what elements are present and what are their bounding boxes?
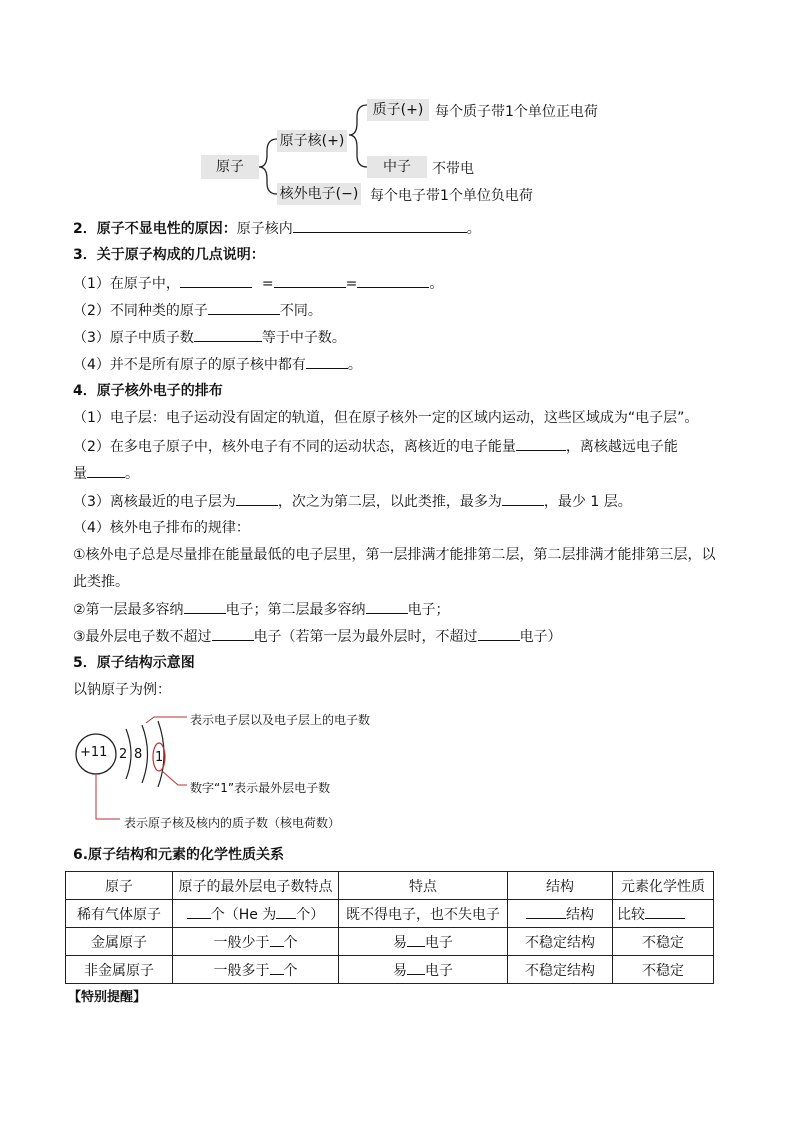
- section-3-item-2: [73, 300, 322, 321]
- item-text: 电子（若第一层为最外层时，不超过: [253, 629, 478, 645]
- section-4-item-2: [73, 436, 678, 457]
- table-header-cell: 原子的最外层电子数特点: [173, 872, 339, 900]
- table-cell: 不稳定结构: [508, 956, 613, 984]
- tree-braces: [255, 95, 375, 205]
- table-cell: 不稳定结构: [508, 928, 613, 956]
- table-row: [66, 900, 714, 928]
- tree-electron-desc: 每个电子带1个单位负电荷: [370, 188, 533, 204]
- blank-field: [270, 932, 284, 947]
- item-text: 等于中子数。: [261, 330, 346, 346]
- cell-text: 一般少于: [213, 934, 270, 951]
- blank-field: [407, 960, 425, 975]
- item-text: 不同。: [279, 303, 322, 319]
- section-3-item-3: [73, 327, 346, 348]
- cell-text: 一般多于: [213, 962, 270, 979]
- blank-field: [187, 904, 211, 919]
- item-text: 电子；: [407, 602, 450, 618]
- item-text: ，离核越远电子能: [565, 439, 678, 455]
- blank-field: [502, 491, 544, 506]
- section-4-heading: 4．原子核外电子的排布: [73, 383, 223, 399]
- blank-field: [236, 491, 278, 506]
- special-tip-heading: 【特别提醒】: [68, 990, 147, 1005]
- table-cell: [339, 956, 508, 984]
- tree-neutron: 中子: [367, 156, 427, 178]
- table-row: [66, 956, 714, 984]
- table-cell: [173, 900, 339, 928]
- section-6-heading: 6.原子结构和元素的化学性质关系: [73, 847, 285, 863]
- table-header-cell: 特点: [339, 872, 508, 900]
- section-2: [73, 218, 481, 239]
- tree-proton-desc: 每个质子带1个单位正电荷: [435, 104, 598, 120]
- tree-proton: 质子(+): [367, 99, 429, 121]
- table-cell: 非金属原子: [66, 956, 173, 984]
- blank-field: [516, 436, 566, 451]
- item-text: （1）在原子中，: [73, 276, 180, 292]
- section-4-item-4: （4）核外电子排布的规律：: [73, 520, 250, 536]
- cell-text: 结构: [566, 906, 594, 923]
- section-2-text: 原子核内: [236, 221, 293, 237]
- section-2-heading: 2．原子不显电性的原因：: [73, 221, 237, 237]
- table-cell: [508, 900, 613, 928]
- table-header-cell: 原子: [66, 872, 173, 900]
- item-text: （3）原子中质子数: [73, 330, 194, 346]
- blank-field: [276, 904, 296, 919]
- tree-neutron-desc: 不带电: [432, 161, 474, 177]
- section-4-item-1: （1）电子层：电子运动没有固定的轨道，但在原子核外一定的区域内运动，这些区域成为“电子层”。: [73, 410, 699, 426]
- cell-text: 个）: [296, 906, 325, 923]
- atom-shell-2: 8: [134, 747, 143, 762]
- section-5-example: 以钠原子为例：: [73, 682, 171, 698]
- table-cell: [173, 956, 339, 984]
- atom-shell-1: 2: [119, 747, 128, 762]
- blank-field: [180, 273, 252, 288]
- blank-field: [208, 300, 280, 315]
- atom-properties-table: [65, 871, 714, 984]
- item-text: 电子）: [519, 629, 562, 645]
- item-text: 。: [125, 466, 139, 482]
- item-text: （2）不同种类的原子: [73, 303, 208, 319]
- cell-text: 电子: [425, 962, 453, 979]
- tree-nucleus: 原子核(+): [277, 130, 347, 152]
- table-cell: [173, 928, 339, 956]
- blank-field: [357, 273, 429, 288]
- table-cell: [613, 900, 714, 928]
- cell-text: 比较: [617, 906, 645, 923]
- item-text: 量: [73, 466, 87, 482]
- item-text: ②第一层最多容纳: [73, 602, 184, 618]
- table-cell: 金属原子: [66, 928, 173, 956]
- section-3-item-1: [73, 273, 443, 294]
- cell-text: 电子: [425, 934, 453, 951]
- section-3-item-4: [73, 354, 362, 375]
- item-text: （4）并不是所有原子的原子核中都有: [73, 357, 306, 373]
- table-cell: 不稳定: [613, 928, 714, 956]
- blank-field: [274, 273, 346, 288]
- blank-field: [306, 354, 348, 369]
- item-text: ，最少 1 层。: [543, 494, 632, 510]
- table-cell: 稀有气体原子: [66, 900, 173, 928]
- section-4-item-3: [73, 491, 632, 512]
- section-5-heading: 5．原子结构示意图: [73, 655, 195, 671]
- rule-2: [73, 599, 450, 620]
- blank-field: [645, 904, 685, 919]
- table-header-cell: 元素化学性质: [613, 872, 714, 900]
- atom-shell-3: 1: [155, 750, 164, 765]
- item-text: ③最外层电子数不超过: [73, 629, 212, 645]
- cell-text: 易: [393, 934, 407, 951]
- blank-field: [194, 327, 262, 342]
- label-electron-shells: 表示电子层以及电子层上的电子数: [190, 713, 371, 727]
- blank-field: [366, 599, 408, 614]
- blank-field: [407, 932, 425, 947]
- table-header-cell: 结构: [508, 872, 613, 900]
- atom-nucleus-label: +11: [80, 745, 108, 760]
- blank-field: [184, 599, 226, 614]
- table-header-row: [66, 872, 714, 900]
- section-4-item-2-cont: [73, 463, 139, 484]
- label-nucleus-protons: 表示原子核及核内的质子数（核电荷数）: [124, 816, 341, 830]
- blank-field: [270, 960, 284, 975]
- blank-field: [478, 626, 520, 641]
- item-text: 。: [347, 357, 362, 373]
- item-text: （2）在多电子原子中，核外电子有不同的运动状态，离核近的电子能量: [73, 439, 516, 455]
- item-text: （3）离核最近的电子层为: [73, 494, 236, 510]
- cell-text: 个: [283, 934, 298, 951]
- rule-1-cont: 此类推。: [73, 574, 129, 590]
- blank-field: [526, 904, 566, 919]
- section-3-heading: 3．关于原子构成的几点说明：: [73, 247, 265, 263]
- rule-1: ①核外电子总是尽量排在能量最低的电子层里，第一层排满才能排第二层，第二层排满才能排第三层，以: [73, 547, 716, 563]
- cell-text: 个（He 为: [210, 906, 277, 923]
- table-cell: 不稳定: [613, 956, 714, 984]
- item-text: 电子；第二层最多容纳: [225, 602, 366, 618]
- item-text: =: [261, 276, 274, 292]
- blank-field: [87, 463, 125, 478]
- item-text: =: [345, 276, 358, 292]
- tree-electron: 核外电子(−): [277, 183, 361, 205]
- blank-field: [293, 218, 467, 233]
- tree-root-atom: 原子: [201, 155, 259, 179]
- section-2-end: 。: [466, 221, 481, 237]
- label-outer-electrons: 数字“1”表示最外层电子数: [190, 781, 331, 795]
- table-cell: [339, 928, 508, 956]
- item-text: ，次之为第二层，以此类推，最多为: [277, 494, 502, 510]
- table-cell: 既不得电子，也不失电子: [339, 900, 508, 928]
- rule-3: [73, 626, 562, 647]
- item-text: 。: [429, 276, 444, 292]
- blank-field: [212, 626, 254, 641]
- table-row: [66, 928, 714, 956]
- cell-text: 个: [283, 962, 298, 979]
- cell-text: 易: [393, 962, 407, 979]
